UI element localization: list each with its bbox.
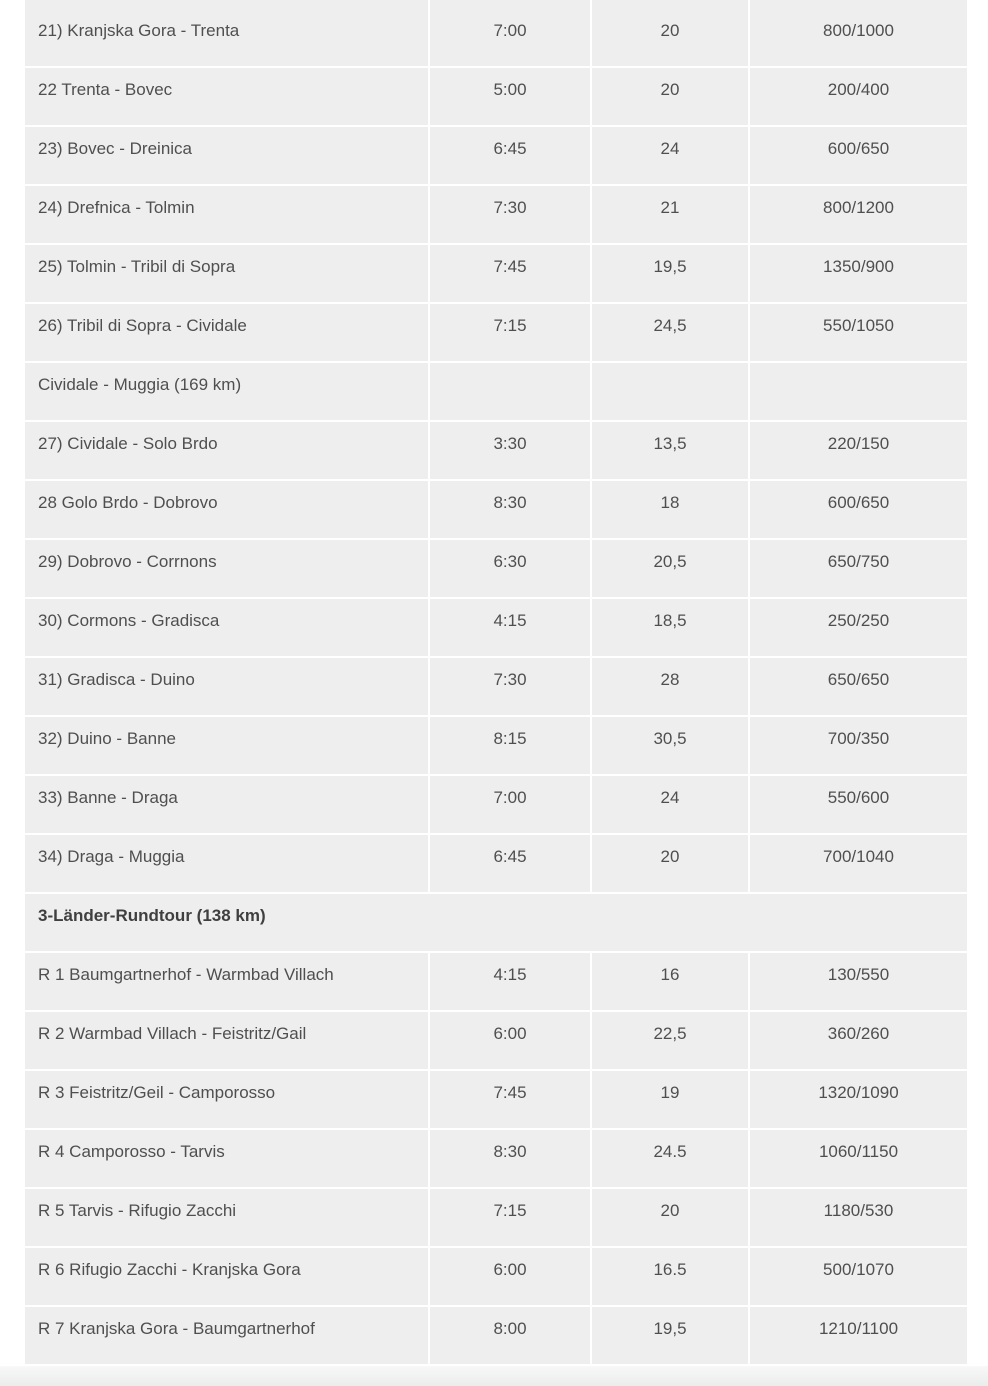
table-row xyxy=(25,1189,967,1246)
distance-cell: 19,5 xyxy=(592,245,748,302)
distance-cell: 24 xyxy=(592,776,748,833)
table-row xyxy=(25,658,967,715)
section-title: 3-Länder-Rundtour (138 km) xyxy=(25,894,967,951)
distance-cell: 20,5 xyxy=(592,540,748,597)
distance-cell: 24,5 xyxy=(592,304,748,361)
distance-cell: 13,5 xyxy=(592,422,748,479)
stage-name-cell: 22 Trenta - Bovec xyxy=(25,68,428,125)
distance-cell: 24.5 xyxy=(592,1130,748,1187)
table-row xyxy=(25,422,967,479)
stage-name-cell: 30) Cormons - Gradisca xyxy=(25,599,428,656)
distance-cell: 20 xyxy=(592,1189,748,1246)
elevation-cell: 220/150 xyxy=(750,422,967,479)
table-row xyxy=(25,1307,967,1364)
table-row xyxy=(25,186,967,243)
table-row xyxy=(25,1130,967,1187)
elevation-cell: 1060/1150 xyxy=(750,1130,967,1187)
stage-name-cell: R 7 Kranjska Gora - Baumgartnerhof xyxy=(25,1307,428,1364)
time-cell: 6:00 xyxy=(430,1012,590,1069)
stage-name-cell: R 1 Baumgartnerhof - Warmbad Villach xyxy=(25,953,428,1010)
elevation-cell: 700/1040 xyxy=(750,835,967,892)
time-cell: 6:00 xyxy=(430,1248,590,1305)
table-row xyxy=(25,776,967,833)
table-row xyxy=(25,9,967,66)
table-row xyxy=(25,1071,967,1128)
table-row xyxy=(25,245,967,302)
page-bottom-strip xyxy=(0,1366,988,1386)
time-cell: 5:00 xyxy=(430,68,590,125)
stage-name-cell: 25) Tolmin - Tribil di Sopra xyxy=(25,245,428,302)
time-cell: 4:15 xyxy=(430,953,590,1010)
distance-cell: 20 xyxy=(592,835,748,892)
elevation-cell: 650/750 xyxy=(750,540,967,597)
distance-cell: 21 xyxy=(592,186,748,243)
time-cell: 4:15 xyxy=(430,599,590,656)
time-cell: 7:00 xyxy=(430,9,590,66)
table-row xyxy=(25,717,967,774)
time-cell: 8:30 xyxy=(430,1130,590,1187)
time-cell: 6:30 xyxy=(430,540,590,597)
table-row xyxy=(25,481,967,538)
distance-cell xyxy=(592,363,748,420)
table-row xyxy=(25,1248,967,1305)
elevation-cell: 1210/1100 xyxy=(750,1307,967,1364)
stage-name-cell: 24) Drefnica - Tolmin xyxy=(25,186,428,243)
time-cell: 8:30 xyxy=(430,481,590,538)
distance-cell: 18,5 xyxy=(592,599,748,656)
stage-name-cell: R 3 Feistritz/Geil - Camporosso xyxy=(25,1071,428,1128)
stage-name-cell: R 5 Tarvis - Rifugio Zacchi xyxy=(25,1189,428,1246)
table-row xyxy=(25,127,967,184)
time-cell xyxy=(430,363,590,420)
time-cell: 7:00 xyxy=(430,776,590,833)
distance-cell: 20 xyxy=(592,68,748,125)
distance-cell: 30,5 xyxy=(592,717,748,774)
table-row xyxy=(25,953,967,1010)
distance-cell: 16.5 xyxy=(592,1248,748,1305)
time-cell: 6:45 xyxy=(430,835,590,892)
elevation-cell: 550/1050 xyxy=(750,304,967,361)
stage-name-cell: 31) Gradisca - Duino xyxy=(25,658,428,715)
distance-cell: 19 xyxy=(592,1071,748,1128)
stage-name-cell: 28 Golo Brdo - Dobrovo xyxy=(25,481,428,538)
stage-name-cell: 33) Banne - Draga xyxy=(25,776,428,833)
elevation-cell xyxy=(750,363,967,420)
elevation-cell: 600/650 xyxy=(750,481,967,538)
distance-cell: 18 xyxy=(592,481,748,538)
time-cell: 8:00 xyxy=(430,1307,590,1364)
table-row xyxy=(25,599,967,656)
stage-name-cell: R 6 Rifugio Zacchi - Kranjska Gora xyxy=(25,1248,428,1305)
elevation-cell: 800/1200 xyxy=(750,186,967,243)
time-cell: 7:15 xyxy=(430,1189,590,1246)
table-row xyxy=(25,1012,967,1069)
elevation-cell: 650/650 xyxy=(750,658,967,715)
partial-row-top xyxy=(25,0,967,5)
section-header-row xyxy=(25,894,967,951)
time-cell: 7:30 xyxy=(430,658,590,715)
distance-cell: 28 xyxy=(592,658,748,715)
time-cell: 7:30 xyxy=(430,186,590,243)
table-row xyxy=(25,68,967,125)
time-cell: 3:30 xyxy=(430,422,590,479)
elevation-cell: 250/250 xyxy=(750,599,967,656)
stage-name-cell: 26) Tribil di Sopra - Cividale xyxy=(25,304,428,361)
elevation-cell: 200/400 xyxy=(750,68,967,125)
stage-name-cell: R 2 Warmbad Villach - Feistritz/Gail xyxy=(25,1012,428,1069)
stage-name-cell: 21) Kranjska Gora - Trenta xyxy=(25,9,428,66)
table-row xyxy=(25,363,967,420)
elevation-cell: 1350/900 xyxy=(750,245,967,302)
time-cell: 8:15 xyxy=(430,717,590,774)
stage-name-cell: Cividale - Muggia (169 km) xyxy=(25,363,428,420)
elevation-cell: 600/650 xyxy=(750,127,967,184)
distance-cell: 19,5 xyxy=(592,1307,748,1364)
table-row xyxy=(25,304,967,361)
stage-name-cell: 27) Cividale - Solo Brdo xyxy=(25,422,428,479)
stage-name-cell: R 4 Camporosso - Tarvis xyxy=(25,1130,428,1187)
time-cell: 7:45 xyxy=(430,1071,590,1128)
stage-name-cell: 23) Bovec - Dreinica xyxy=(25,127,428,184)
elevation-cell: 550/600 xyxy=(750,776,967,833)
table-row xyxy=(25,835,967,892)
elevation-cell: 1180/530 xyxy=(750,1189,967,1246)
stage-name-cell: 34) Draga - Muggia xyxy=(25,835,428,892)
elevation-cell: 1320/1090 xyxy=(750,1071,967,1128)
time-cell: 7:15 xyxy=(430,304,590,361)
distance-cell: 24 xyxy=(592,127,748,184)
distance-cell: 20 xyxy=(592,9,748,66)
distance-cell: 22,5 xyxy=(592,1012,748,1069)
elevation-cell: 500/1070 xyxy=(750,1248,967,1305)
distance-cell: 16 xyxy=(592,953,748,1010)
elevation-cell: 800/1000 xyxy=(750,9,967,66)
elevation-cell: 130/550 xyxy=(750,953,967,1010)
elevation-cell: 700/350 xyxy=(750,717,967,774)
stage-table xyxy=(25,0,967,1366)
time-cell: 6:45 xyxy=(430,127,590,184)
table-row xyxy=(25,540,967,597)
stage-name-cell: 29) Dobrovo - Corrnons xyxy=(25,540,428,597)
time-cell: 7:45 xyxy=(430,245,590,302)
stage-name-cell: 32) Duino - Banne xyxy=(25,717,428,774)
elevation-cell: 360/260 xyxy=(750,1012,967,1069)
